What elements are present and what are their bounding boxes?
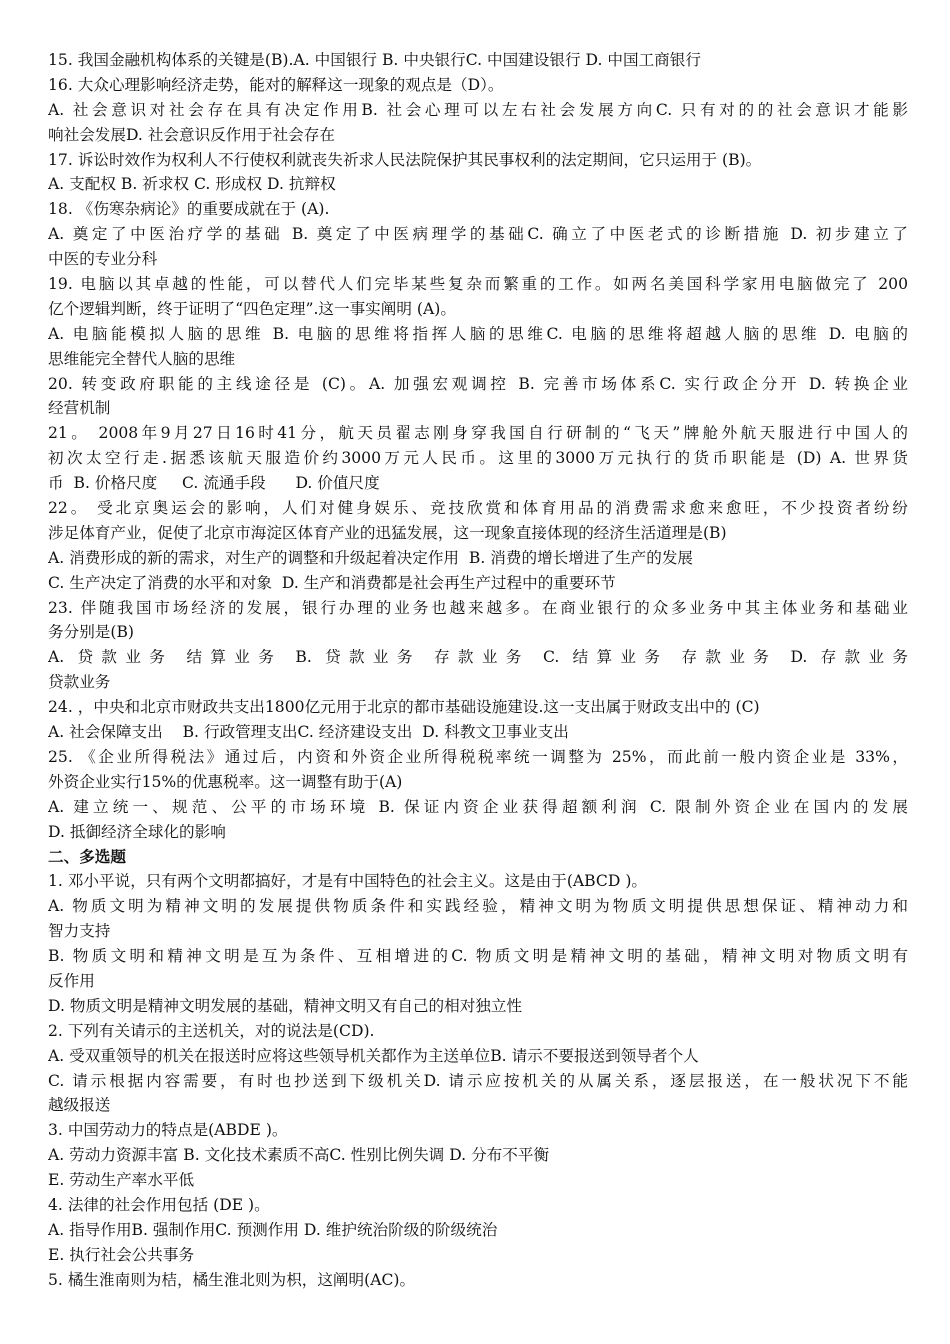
option-line: A. 受双重领导的机关在报送时应将这些领导机关都作为主送单位B. 请示不要报送到领导者个人 [48,1046,699,1065]
option-line: D. 抵御经济全球化的影响 [48,822,226,841]
option-line: 反作用 [48,971,95,990]
question-line: 25. 《企业所得税法》通过后，内资和外资企业所得税税率统一调整为 25%，而此前一般内资企业是 33%， [48,747,908,766]
question-line: 亿个逻辑判断，终于证明了“四色定理”.这一事实阐明 (A)。 [48,299,456,318]
question-line: 23. 伴随我国市场经济的发展，银行办理的业务也越来越多。在商业银行的众多业务中其主体业务和基础业 [48,598,908,617]
option-line: A. 电脑能模拟人脑的思维 B. 电脑的思维将指挥人脑的思维C. 电脑的思维将超越人脑的思维 D. 电脑的 [48,324,908,343]
option-line: A. 贷款业务 结算业务 B. 贷款业务 存款业务 C. 结算业务 存款业务 D. 存款业务 [48,648,908,667]
option-line: A. 奠定了中医治疗学的基础 B. 奠定了中医病理学的基础C. 确立了中医老式的诊断措施 D. 初步建立了 [48,225,908,244]
question-line: 外资企业实行15%的优惠税率。这一调整有助于(A) [48,772,403,791]
option-line: 思维能完全替代人脑的思维 [48,349,236,368]
option-line: A. 劳动力资源丰富 B. 文化技术素质不高C. 性别比例失调 D. 分布不平衡 [48,1146,550,1165]
question-line: 涉足体育产业，促使了北京市海淀区体育产业的迅猛发展，这一现象直接体现的经济生活道理是(B) [48,523,727,542]
option-line: 越级报送 [48,1096,111,1115]
option-line: C. 生产决定了消费的水平和对象 D. 生产和消费都是社会再生产过程中的重要环节 [48,573,616,592]
question-line: 20. 转变政府职能的主线途径是 (C)。A. 加强宏观调控 B. 完善市场体系C. 实行政企分开 D. 转换企业 [48,374,908,393]
option-line: 贷款业务 [48,673,111,692]
question-line: 4. 法律的社会作用包括 (DE )。 [48,1195,270,1214]
question-line: 2. 下列有关请示的主送机关，对的说法是(CD). [48,1021,375,1040]
option-line: A. 消费形成的新的需求，对生产的调整和升级起着决定作用 B. 消费的增长增进了生产的发展 [48,548,694,567]
question-line: 21。 2008年9月27日16时41分，航天员翟志刚身穿我国自行研制的“飞天”牌舱外航天服进行中国人的 [48,424,908,443]
question-line: 1. 邓小平说，只有两个文明都搞好，才是有中国特色的社会主义。这是由于(ABCD )。 [48,872,647,891]
option-line: 中医的专业分科 [48,250,158,269]
option-line: D. 物质文明是精神文明发展的基础，精神文明又有自己的相对独立性 [48,996,523,1015]
question-line: 3. 中国劳动力的特点是(ABDE )。 [48,1121,288,1140]
option-line: A. 指导作用B. 强制作用C. 预测作用 D. 维护统治阶级的阶级统治 [48,1220,498,1239]
option-line: A. 社会意识对社会存在具有决定作用B. 社会心理可以左右社会发展方向C. 只有对的的社会意识才能影 [48,100,908,119]
question-line: 5. 橘生淮南则为桔，橘生淮北则为枳，这阐明(AC)。 [48,1270,416,1289]
option-line: A. 社会保障支出 B. 行政管理支出C. 经济建设支出 D. 科教文卫事业支出 [48,723,569,742]
section-heading: 二、多选题 [48,846,126,866]
document-page [48,48,908,1293]
option-line: E. 执行社会公共事务 [48,1245,195,1264]
question-line: 17. 诉讼时效作为权利人不行使权利就丧失祈求人民法院保护其民事权利的法定期间，它只运用于 (B)。 [48,150,762,169]
option-line: B. 物质文明和精神文明是互为条件、互相增进的C. 物质文明是精神文明的基础，精神文明对物质文明有 [48,947,908,966]
option-line: A. 物质文明为精神文明的发展提供物质条件和实践经验，精神文明为物质文明提供思想保证、精神动力和 [48,897,908,916]
option-line: 币 B. 价格尺度 C. 流通手段 D. 价值尺度 [48,474,380,493]
question-line: 初次太空行走.据悉该航天服造价约3000万元人民币。这里的3000万元执行的货币职能是 (D) A. 世界货 [48,449,908,468]
option-line: 经营机制 [48,399,111,418]
option-line: C. 请示根据内容需要，有时也抄送到下级机关D. 请示应按机关的从属关系，逐层报送，在一般状况下不能 [48,1071,908,1090]
question-line: 15. 我国金融机构体系的关键是(B).A. 中国银行 B. 中央银行C. 中国建设银行 D. 中国工商银行 [48,51,701,69]
question-line: 务分别是(B) [48,623,135,642]
question-line: 22。 受北京奥运会的影响，人们对健身娱乐、竞技欣赏和体育用品的消费需求愈来愈旺，不少投资者纷纷 [48,499,908,518]
question-line: 19. 电脑以其卓越的性能，可以替代人们完毕某些复杂而繁重的工作。如两名美国科学家用电脑做完了 200 [48,275,908,294]
option-line: A. 建立统一、规范、公平的市场环境 B. 保证内资企业获得超额利润 C. 限制外资企业在国内的发展 [48,797,908,816]
question-line: 18. 《伤寒杂病论》的重要成就在于 (A). [48,200,330,219]
option-line: E. 劳动生产率水平低 [48,1171,195,1190]
option-line: A. 支配权 B. 祈求权 C. 形成权 D. 抗辩权 [48,175,336,194]
option-line: 响社会发展D. 社会意识反作用于社会存在 [48,125,335,144]
option-line: 智力支持 [48,922,111,941]
question-line: 16. 大众心理影响经济走势，能对的解释这一现象的观点是（D）。 [48,75,504,94]
question-line: 24. ，中央和北京市财政共支出1800亿元用于北京的都市基础设施建设.这一支出属于财政支出中的 (C) [48,698,760,717]
